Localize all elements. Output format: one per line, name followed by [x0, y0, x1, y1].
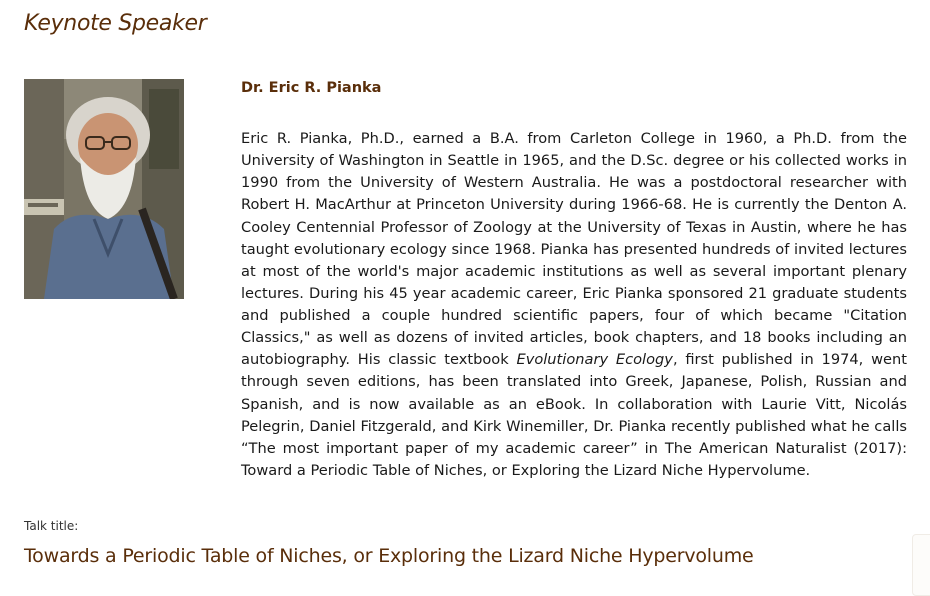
bio-text-part2: , first published in 1974, went through seven editions, has been translated into Greek, Japanese, Polish, Russian and Spanish, and is now available as an eBook. In collaboration with Laurie Vitt, Nicolás Pelegrin, Daniel Fitzgerald, and Kirk Winemiller, Dr. Pianka recently published what he calls “The most important paper of my academic career” in The American Naturalist (2017): Toward a Periodic Table of Niches, or Exploring the Lizard Niche Hypervolume.: [241, 351, 907, 479]
talk-title: Towards a Periodic Table of Niches, or Exploring the Lizard Niche Hypervolume: [24, 545, 754, 567]
speaker-bio: [241, 128, 907, 482]
speaker-photo: [24, 79, 184, 299]
talk-title-label: Talk title:: [24, 519, 79, 533]
bio-book-title: Evolutionary Ecology: [516, 351, 673, 369]
section-title: Keynote Speaker: [24, 11, 207, 36]
speaker-name: Dr. Eric R. Pianka: [241, 80, 382, 96]
bio-text-part1: Eric R. Pianka, Ph.D., earned a B.A. from Carleton College in 1960, a Ph.D. from the University of Washington in Seattle in 1965, and the D.Sc. degree or his collected works in 1990 from the University of Western Australia. He was a postdoctoral researcher with Robert H. MacArthur at Princeton University during 1966-68. He is currently the Denton A. Cooley Centennial Professor of Zoology at the University of Texas in Austin, where he has taught evolutionary ecology since 1968. Pianka has presented hundreds of invited lectures at most of the world's major academic institutions as well as several important plenary lectures. During his 45 year academic career, Eric Pianka sponsored 21 graduate students and published a couple hundred scientific papers, four of which became "Citation Classics," as well as dozens of invited articles, book chapters, and 18 books including an autobiography. His classic textbook: [241, 130, 907, 369]
corner-widget: [912, 534, 930, 596]
